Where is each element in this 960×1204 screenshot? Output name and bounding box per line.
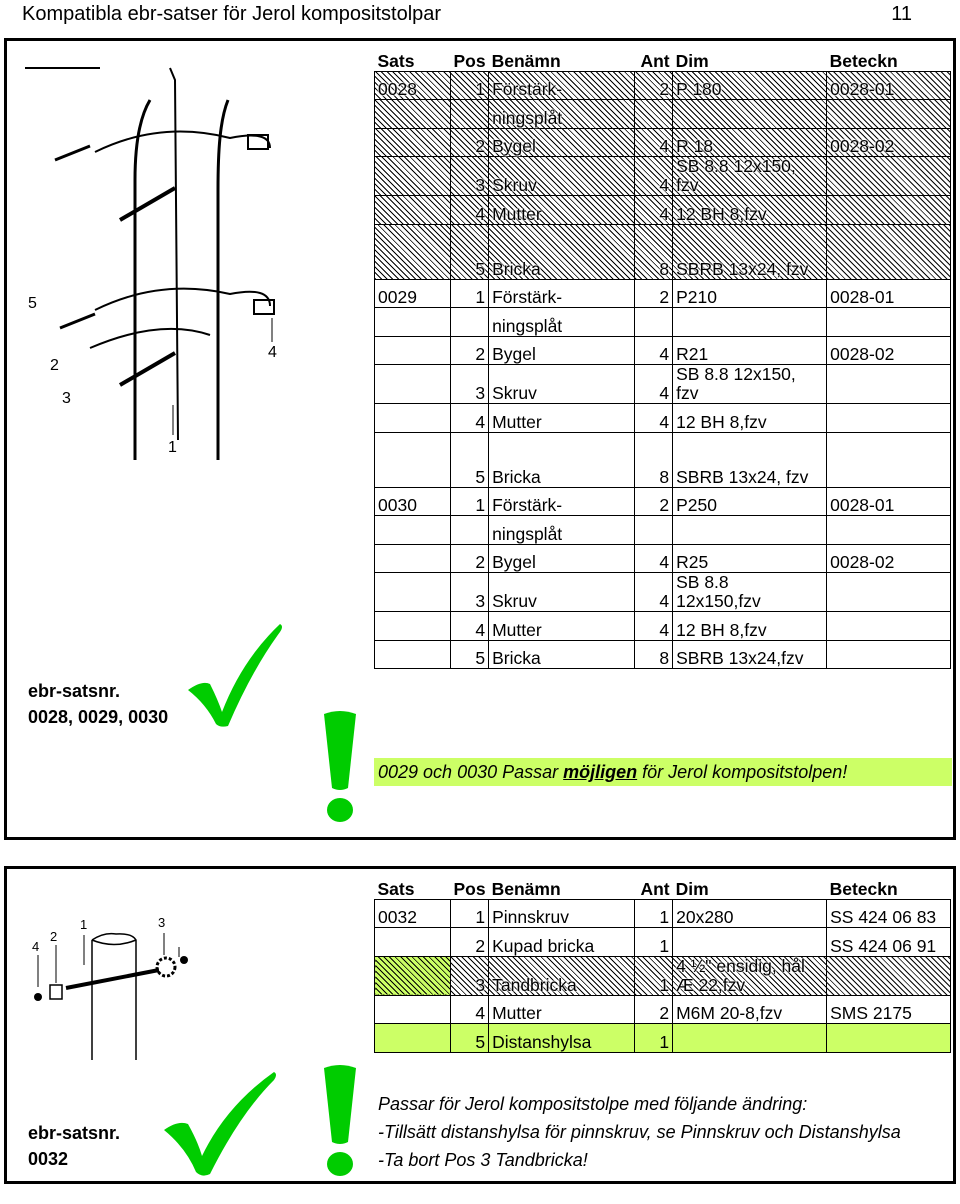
table-row (375, 308, 951, 337)
table-row (375, 899, 951, 928)
cell-beteckn (827, 404, 951, 433)
cell-sats (375, 308, 451, 337)
cell-pos: 4 (451, 404, 489, 433)
cell-pos: 4 (451, 612, 489, 641)
cell-name: Bygel (489, 128, 635, 157)
cell-dim (673, 100, 827, 129)
cell-pos: 5 (451, 640, 489, 669)
cell-name: Skruv (489, 365, 635, 404)
cell-pos: 5 (451, 432, 489, 487)
diagram-label-3: 3 (158, 915, 166, 930)
cell-name: Pinnskruv (489, 899, 635, 928)
warning-exclamation-icon (318, 708, 362, 826)
cell-pos: 1 (451, 71, 489, 100)
cell-beteckn: 0028-01 (827, 71, 951, 100)
cell-ant: 4 (635, 336, 673, 365)
col-header-sats: Sats (375, 871, 451, 899)
cell-dim: P210 (673, 279, 827, 308)
modification-note (378, 1090, 901, 1174)
table-row (375, 573, 951, 612)
cell-pos: 1 (451, 279, 489, 308)
cell-dim: R25 (673, 544, 827, 573)
cell-dim: 12 BH 8,fzv (673, 612, 827, 641)
cell-beteckn: SS 424 06 83 (827, 899, 951, 928)
page-header (22, 0, 912, 28)
cell-pos: 3 (451, 573, 489, 612)
cell-sats (375, 432, 451, 487)
cell-beteckn: SMS 2175 (827, 995, 951, 1024)
note-line: -Tillsätt distanshylsa för pinnskruv, se Pinnskruv och Distanshylsa (378, 1122, 901, 1142)
cell-beteckn (827, 196, 951, 225)
cell-beteckn (827, 224, 951, 279)
cell-name: Skruv (489, 573, 635, 612)
cell-beteckn: 0028-01 (827, 487, 951, 516)
table-row (375, 640, 951, 669)
cell-ant: 4 (635, 196, 673, 225)
table-header-row (375, 43, 951, 71)
cell-pos (451, 308, 489, 337)
cell-name: Kupad bricka (489, 928, 635, 957)
ebr-satsnr-block-2 (28, 1120, 120, 1172)
cell-name: Skruv (489, 157, 635, 196)
col-header-dim: Dim (673, 871, 827, 899)
cell-dim: 4 ½" ensidig, hål Æ 22,fzv (673, 956, 827, 995)
cell-beteckn (827, 956, 951, 995)
cell-beteckn (827, 612, 951, 641)
cell-sats (375, 224, 451, 279)
cell-dim (673, 928, 827, 957)
cell-ant: 4 (635, 544, 673, 573)
cell-sats: 0029 (375, 279, 451, 308)
diagram-label-1: 1 (80, 917, 88, 932)
cell-name: ningsplåt (489, 516, 635, 545)
cell-sats (375, 928, 451, 957)
cell-ant: 1 (635, 899, 673, 928)
cell-sats (375, 365, 451, 404)
cell-sats (375, 573, 451, 612)
cell-ant: 4 (635, 365, 673, 404)
diagram-label-2: 2 (50, 929, 58, 944)
cell-dim: 20x280 (673, 899, 827, 928)
cell-dim: P 180 (673, 71, 827, 100)
ebr-numbers: 0032 (28, 1149, 69, 1169)
table-row (375, 196, 951, 225)
compatibility-note-1: 0029 och 0030 Passar möjligen för Jerol kompositstolpen! (374, 758, 952, 786)
cell-beteckn (827, 432, 951, 487)
cell-ant: 1 (635, 1024, 673, 1053)
cell-dim: SB 8.8 12x150,fzv (673, 573, 827, 612)
cell-pos: 1 (451, 487, 489, 516)
cell-pos: 5 (451, 1024, 489, 1053)
cell-sats (375, 157, 451, 196)
cell-ant: 1 (635, 928, 673, 957)
ebr-label: ebr-satsnr. (28, 1123, 121, 1143)
page-number: 11 (891, 3, 912, 25)
stolpe-diagram-1 (20, 60, 320, 460)
col-header-dim: Dim (673, 43, 827, 71)
cell-pos: 5 (451, 224, 489, 279)
cell-name: Förstärk- (489, 487, 635, 516)
cell-pos: 4 (451, 995, 489, 1024)
table-row (375, 157, 951, 196)
cell-ant: 1 (635, 956, 673, 995)
cell-dim: 12 BH 8,fzv (673, 196, 827, 225)
table-row (375, 100, 951, 129)
cell-beteckn (827, 640, 951, 669)
cell-sats: 0028 (375, 71, 451, 100)
cell-sats (375, 516, 451, 545)
cell-dim: SB 8.8 12x150, fzv (673, 365, 827, 404)
pinnskruv-diagram (24, 905, 214, 1065)
table-row (375, 956, 951, 995)
cell-beteckn (827, 516, 951, 545)
page-title: Kompatibla ebr-satser för Jerol kompositstolpar (22, 3, 442, 25)
cell-pos (451, 516, 489, 545)
diagram-label-5: 5 (28, 295, 37, 312)
cell-pos: 2 (451, 128, 489, 157)
checkmark-icon (158, 1068, 282, 1180)
cell-ant: 2 (635, 71, 673, 100)
cell-name: Mutter (489, 612, 635, 641)
cell-name: Förstärk- (489, 279, 635, 308)
cell-name: Bricka (489, 224, 635, 279)
parts-table-0032 (374, 871, 951, 1053)
cell-pos: 2 (451, 336, 489, 365)
table-row (375, 365, 951, 404)
table-row (375, 995, 951, 1024)
cell-beteckn (827, 100, 951, 129)
cell-name: Bygel (489, 544, 635, 573)
cell-pos: 2 (451, 544, 489, 573)
table-row (375, 487, 951, 516)
cell-sats (375, 196, 451, 225)
cell-pos: 3 (451, 956, 489, 995)
table-row (375, 128, 951, 157)
cell-name: Bricka (489, 432, 635, 487)
diagram-label-4: 4 (268, 344, 277, 361)
table-row (375, 432, 951, 487)
diagram-label-2: 2 (50, 357, 59, 374)
cell-name: ningsplåt (489, 308, 635, 337)
ebr-numbers: 0028, 0029, 0030 (28, 707, 169, 727)
cell-sats (375, 404, 451, 433)
table-row (375, 404, 951, 433)
ebr-satsnr-block-1 (28, 678, 168, 730)
warning-exclamation-icon (318, 1062, 362, 1180)
checkmark-icon (180, 620, 290, 730)
cell-dim: R21 (673, 336, 827, 365)
cell-ant (635, 100, 673, 129)
ebr-label: ebr-satsnr. (28, 681, 121, 701)
cell-beteckn (827, 1024, 951, 1053)
col-header-pos: Pos (451, 43, 489, 71)
table-row (375, 544, 951, 573)
col-header-sats: Sats (375, 43, 451, 71)
cell-dim: SBRB 13x24, fzv (673, 432, 827, 487)
cell-pos (451, 100, 489, 129)
cell-ant: 2 (635, 279, 673, 308)
cell-sats (375, 956, 451, 995)
cell-beteckn (827, 365, 951, 404)
note-line: Passar för Jerol kompositstolpe med följande ändring: (378, 1094, 808, 1114)
table-row (375, 224, 951, 279)
cell-sats (375, 995, 451, 1024)
cell-ant: 4 (635, 404, 673, 433)
cell-sats (375, 336, 451, 365)
table-row (375, 516, 951, 545)
cell-pos: 1 (451, 899, 489, 928)
table-row (375, 612, 951, 641)
cell-sats (375, 612, 451, 641)
cell-ant: 4 (635, 157, 673, 196)
diagram-label-1: 1 (168, 439, 177, 456)
cell-beteckn: SS 424 06 91 (827, 928, 951, 957)
cell-name: Mutter (489, 404, 635, 433)
col-header-beteckn: Beteckn (827, 871, 951, 899)
cell-ant: 4 (635, 573, 673, 612)
cell-name: Mutter (489, 196, 635, 225)
cell-ant: 8 (635, 640, 673, 669)
cell-name: Distanshylsa (489, 1024, 635, 1053)
col-header-benamn: Benämn (489, 43, 635, 71)
cell-beteckn (827, 157, 951, 196)
cell-dim (673, 308, 827, 337)
cell-beteckn (827, 573, 951, 612)
col-header-pos: Pos (451, 871, 489, 899)
cell-name: Bygel (489, 336, 635, 365)
cell-dim (673, 516, 827, 545)
cell-name: Mutter (489, 995, 635, 1024)
cell-ant: 4 (635, 612, 673, 641)
col-header-beteckn: Beteckn (827, 43, 951, 71)
cell-ant: 8 (635, 224, 673, 279)
col-header-ant: Ant (635, 43, 673, 71)
col-header-benamn: Benämn (489, 871, 635, 899)
parts-table-0028-0030 (374, 43, 951, 669)
col-header-ant: Ant (635, 871, 673, 899)
table-row (375, 1024, 951, 1053)
cell-beteckn (827, 308, 951, 337)
cell-name: Förstärk- (489, 71, 635, 100)
cell-name: Bricka (489, 640, 635, 669)
cell-sats (375, 128, 451, 157)
table-row (375, 336, 951, 365)
cell-sats (375, 100, 451, 129)
cell-sats: 0030 (375, 487, 451, 516)
table-row (375, 71, 951, 100)
cell-dim: SBRB 13x24,fzv (673, 640, 827, 669)
diagram-label-4: 4 (32, 939, 40, 954)
cell-sats (375, 1024, 451, 1053)
cell-sats (375, 640, 451, 669)
cell-dim: R 18 (673, 128, 827, 157)
cell-beteckn: 0028-02 (827, 128, 951, 157)
table-row (375, 279, 951, 308)
cell-dim: M6M 20-8,fzv (673, 995, 827, 1024)
cell-name: Tandbricka (489, 956, 635, 995)
cell-beteckn: 0028-01 (827, 279, 951, 308)
table-header-row (375, 871, 951, 899)
cell-pos: 3 (451, 365, 489, 404)
cell-ant (635, 516, 673, 545)
cell-ant: 4 (635, 128, 673, 157)
cell-pos: 4 (451, 196, 489, 225)
cell-pos: 3 (451, 157, 489, 196)
cell-beteckn: 0028-02 (827, 544, 951, 573)
cell-dim: P250 (673, 487, 827, 516)
cell-pos: 2 (451, 928, 489, 957)
cell-beteckn: 0028-02 (827, 336, 951, 365)
cell-dim: SB 8.8 12x150, fzv (673, 157, 827, 196)
cell-ant: 2 (635, 487, 673, 516)
cell-dim (673, 1024, 827, 1053)
diagram-label-3: 3 (62, 390, 71, 407)
cell-ant (635, 308, 673, 337)
cell-name: ningsplåt (489, 100, 635, 129)
table-row (375, 928, 951, 957)
cell-dim: 12 BH 8,fzv (673, 404, 827, 433)
note-line: -Ta bort Pos 3 Tandbricka! (378, 1150, 588, 1170)
cell-sats: 0032 (375, 899, 451, 928)
cell-sats (375, 544, 451, 573)
cell-dim: SBRB 13x24, fzv (673, 224, 827, 279)
cell-ant: 2 (635, 995, 673, 1024)
cell-ant: 8 (635, 432, 673, 487)
